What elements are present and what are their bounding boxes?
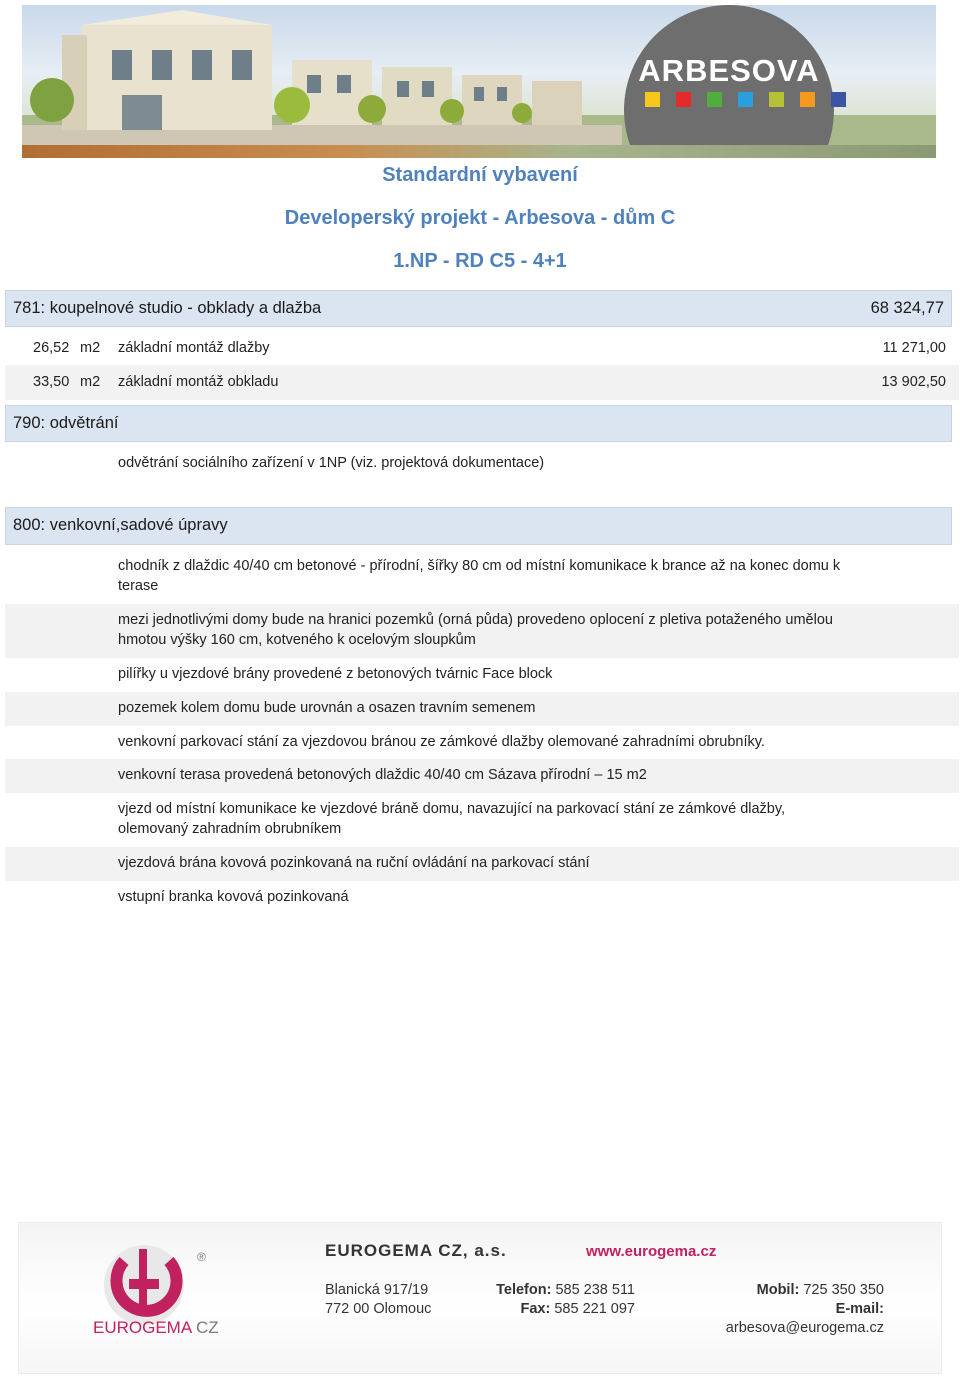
item-unit: m2 — [80, 340, 101, 356]
brand-square — [676, 92, 691, 107]
brand-color-squares — [645, 92, 846, 107]
fax-number: 585 221 097 — [554, 1301, 635, 1317]
logo-text — [93, 1318, 219, 1338]
brand-square — [707, 92, 722, 107]
item-row — [5, 445, 959, 481]
item-row — [5, 847, 959, 881]
item-row — [5, 793, 959, 847]
phone-label: Telefon: — [496, 1282, 552, 1298]
footer-contact-block — [18, 1222, 942, 1374]
item-description: vstupní branka kovová pozinkovaná — [118, 889, 349, 905]
email-link[interactable]: arbesova@eurogema.cz — [725, 1320, 884, 1336]
header-banner — [22, 5, 936, 158]
item-unit: m2 — [80, 374, 101, 390]
section-header-800 — [5, 507, 952, 545]
section-title: 800: venkovní,sadové úpravy — [13, 516, 228, 534]
brand-square — [769, 92, 784, 107]
item-row — [5, 331, 959, 365]
item-row — [5, 759, 959, 793]
brand-square — [645, 92, 660, 107]
address-line: Blanická 917/19 — [325, 1282, 429, 1298]
item-row — [5, 692, 959, 726]
item-description: venkovní terasa provedená betonových dlaždic 40/40 cm Sázava přírodní – 15 m2 — [118, 767, 647, 783]
section-title: 781: koupelnové studio - obklady a dlažba — [13, 299, 322, 317]
banner-ground-strip — [22, 145, 936, 158]
item-quantity: 33,50 — [33, 374, 70, 390]
section-header-781 — [5, 290, 952, 327]
item-description: pozemek kolem domu bude urovnán a osazen travním semenem — [118, 700, 536, 716]
mobile-line — [674, 1281, 884, 1300]
heading-standard-equipment: Standardní vybavení — [382, 164, 578, 186]
mobile-number: 725 350 350 — [803, 1282, 884, 1298]
brand-square — [738, 92, 753, 107]
registered-mark: ® — [197, 1250, 206, 1264]
item-description: mezi jednotlivými domy bude na hranici pozemků (orná půda) provedeno oplocení z pletiva potaženého umělou hmotou výšky 160 cm, kotveného k ocelovým sloupkům — [118, 612, 833, 648]
item-row — [5, 726, 959, 759]
item-description: vjezd od místní komunikace ke vjezdové bráně domu, navazující na parkovací stání ze zámkové dlažby, olemovaný zahradním obrubníkem — [118, 801, 786, 837]
section-amount: 68 324,77 — [870, 299, 944, 317]
item-description: odvětrání sociálního zařízení v 1NP (viz. projektová dokumentace) — [118, 455, 545, 471]
company-name: EUROGEMA CZ, a.s. — [325, 1241, 507, 1260]
item-amount: 13 902,50 — [881, 374, 946, 390]
phone-line — [485, 1281, 635, 1300]
email-label: E-mail: — [835, 1301, 884, 1317]
website-link[interactable]: www.eurogema.cz — [586, 1243, 717, 1260]
item-row — [5, 365, 959, 400]
heading-floor: 1.NP - RD C5 - 4+1 — [393, 250, 567, 272]
logo-text-pink: EUROGEMA — [93, 1318, 192, 1337]
fax-line — [485, 1300, 635, 1319]
item-row — [5, 549, 959, 604]
item-description: venkovní parkovací stání za vjezdovou bránou ze zámkové dlažby olemované zahradními obrubníky. — [118, 734, 765, 750]
item-row — [5, 881, 959, 915]
item-description: vjezdová brána kovová pozinkovaná na ruční ovládání na parkovací stání — [118, 855, 590, 871]
item-amount: 11 271,00 — [882, 340, 946, 356]
phone-fax-block — [485, 1281, 635, 1319]
mobile-label: Mobil: — [756, 1282, 800, 1298]
brand-logo-text: ARBESOVA — [638, 53, 820, 88]
item-description: chodník z dlaždic 40/40 cm betonové - přírodní, šířky 80 cm od místní komunikace k brance až na konec domu k terase — [118, 558, 841, 594]
brand-square — [831, 92, 846, 107]
heading-project: Developerský projekt - Arbesova - dům C — [284, 207, 676, 229]
item-quantity: 26,52 — [33, 340, 70, 356]
email-line — [674, 1300, 884, 1338]
mobile-email-block — [674, 1281, 884, 1338]
logo-text-grey: CZ — [191, 1318, 219, 1337]
brand-square — [800, 92, 815, 107]
company-address — [325, 1281, 431, 1319]
item-row — [5, 658, 959, 692]
item-description: základní montáž dlažby — [118, 340, 270, 356]
address-line: 772 00 Olomouc — [325, 1301, 432, 1317]
section-header-790 — [5, 405, 952, 442]
item-row — [5, 604, 959, 658]
section-title: 790: odvětrání — [13, 414, 119, 432]
phone-number: 585 238 511 — [555, 1282, 635, 1298]
item-description: pilířky u vjezdové brány provedené z betonových tvárnic Face block — [118, 666, 553, 682]
item-description: základní montáž obkladu — [118, 374, 279, 390]
fax-label: Fax: — [520, 1301, 551, 1317]
